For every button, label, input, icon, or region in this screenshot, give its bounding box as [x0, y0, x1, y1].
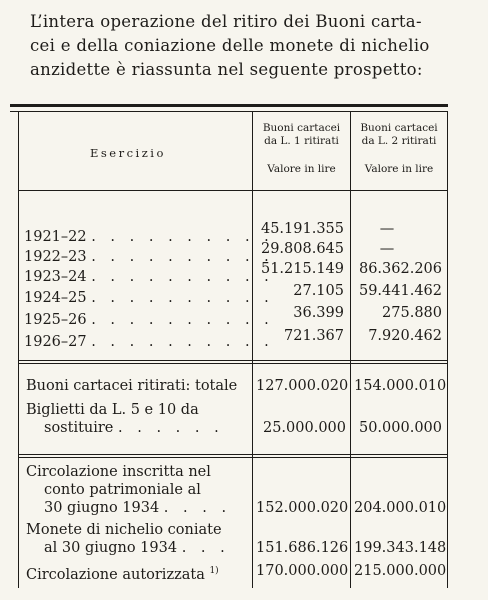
row-value-col2: 86.362.206 [358, 261, 442, 277]
row-value-col1: 721.367 [284, 328, 344, 344]
row-label: 1921–22 . . . . . . . . . . [24, 229, 274, 245]
row-label: 1926–27 . . . . . . . . . . [24, 334, 274, 350]
row-label-line2: conto patrimoniale al [44, 482, 201, 498]
row-label: Circolazione autorizzata $^{1)}$ [26, 566, 219, 583]
row-value-col2: 7.920.462 [368, 328, 442, 344]
row-value-col2: 204.000.010 [354, 500, 447, 516]
header-col1-unit: Valore in lire [267, 163, 336, 175]
row-label: 1925–26 . . . . . . . . . . [24, 312, 274, 328]
row-value-col2: 275.880 [382, 305, 442, 321]
section-rule-1b [18, 363, 447, 364]
footnote-marker: 1) [209, 566, 219, 576]
row-label-line1: Circolazione inscritta nel [26, 464, 211, 480]
header-bottom-rule [18, 190, 447, 191]
header-col1-line1: Buoni cartacei [262, 122, 341, 134]
row-label: Buoni cartacei ritirati: totale [26, 378, 238, 394]
row-label: 1924–25 . . . . . . . . . . [24, 290, 274, 306]
row-value-col1: 45.191.355 [260, 221, 344, 237]
table-right-border [447, 112, 448, 588]
row-value-col2: 154.000.010 [354, 378, 447, 394]
row-label-line2: al 30 giugno 1934 . . . [44, 540, 230, 556]
intro-line-3: anzidette è riassunta nel seguente prospetto: [30, 60, 423, 79]
row-label-line1: Monete di nichelio coniate [26, 522, 222, 538]
intro-line-2: cei e della coniazione delle monete di nichelio [30, 36, 430, 55]
row-value-col2: 59.441.462 [358, 283, 442, 299]
section-rule-1 [18, 360, 447, 361]
row-value-col1: 151.686.126 [256, 540, 349, 556]
row-value-col1: 25.000.000 [262, 420, 346, 436]
table-top-rule-thick [10, 104, 448, 107]
row-label: 1922–23 . . . . . . . . . . [24, 249, 274, 265]
row-value-col2: 215.000.000 [354, 563, 447, 579]
row-value-col1: 170.000.000 [256, 563, 349, 579]
row-label: 1923–24 . . . . . . . . . . [24, 269, 274, 285]
row-label-line2: sostituire . . . . . . [44, 420, 224, 436]
row-value-col1: 29.808.645 [260, 241, 344, 257]
table-left-border [18, 112, 19, 588]
row-value-col1: 27.105 [293, 283, 344, 299]
row-value-col1: 51.215.149 [260, 261, 344, 277]
intro-paragraph [30, 10, 450, 82]
row-value-col2: 50.000.000 [358, 420, 442, 436]
column-divider-2 [350, 112, 351, 588]
header-col2-line1: Buoni cartacei [360, 122, 438, 134]
section-rule-2 [18, 454, 447, 455]
header-esercizio: Esercizio [90, 146, 166, 160]
row-value-col2: — [379, 221, 395, 237]
row-value-col2: — [379, 241, 395, 257]
intro-line-1: L’intera operazione del ritiro dei Buoni carta- [30, 12, 422, 31]
row-label-line3: 30 giugno 1934 . . . . [44, 500, 232, 516]
row-value-col1: 36.399 [293, 305, 344, 321]
header-col2-unit: Valore in lire [364, 163, 434, 175]
row-value-col2: 199.343.148 [354, 540, 447, 556]
row-label-line1: Biglietti da L. 5 e 10 da [26, 402, 199, 418]
table-top-rule-thin [10, 111, 448, 112]
header-col1-line2: da L. 1 ritirati [264, 135, 339, 147]
row-value-col1: 152.000.020 [256, 500, 349, 516]
header-col2-line2: da L. 2 ritirati [361, 135, 437, 147]
row-value-col1: 127.000.020 [256, 378, 349, 394]
section-rule-2b [18, 457, 447, 458]
